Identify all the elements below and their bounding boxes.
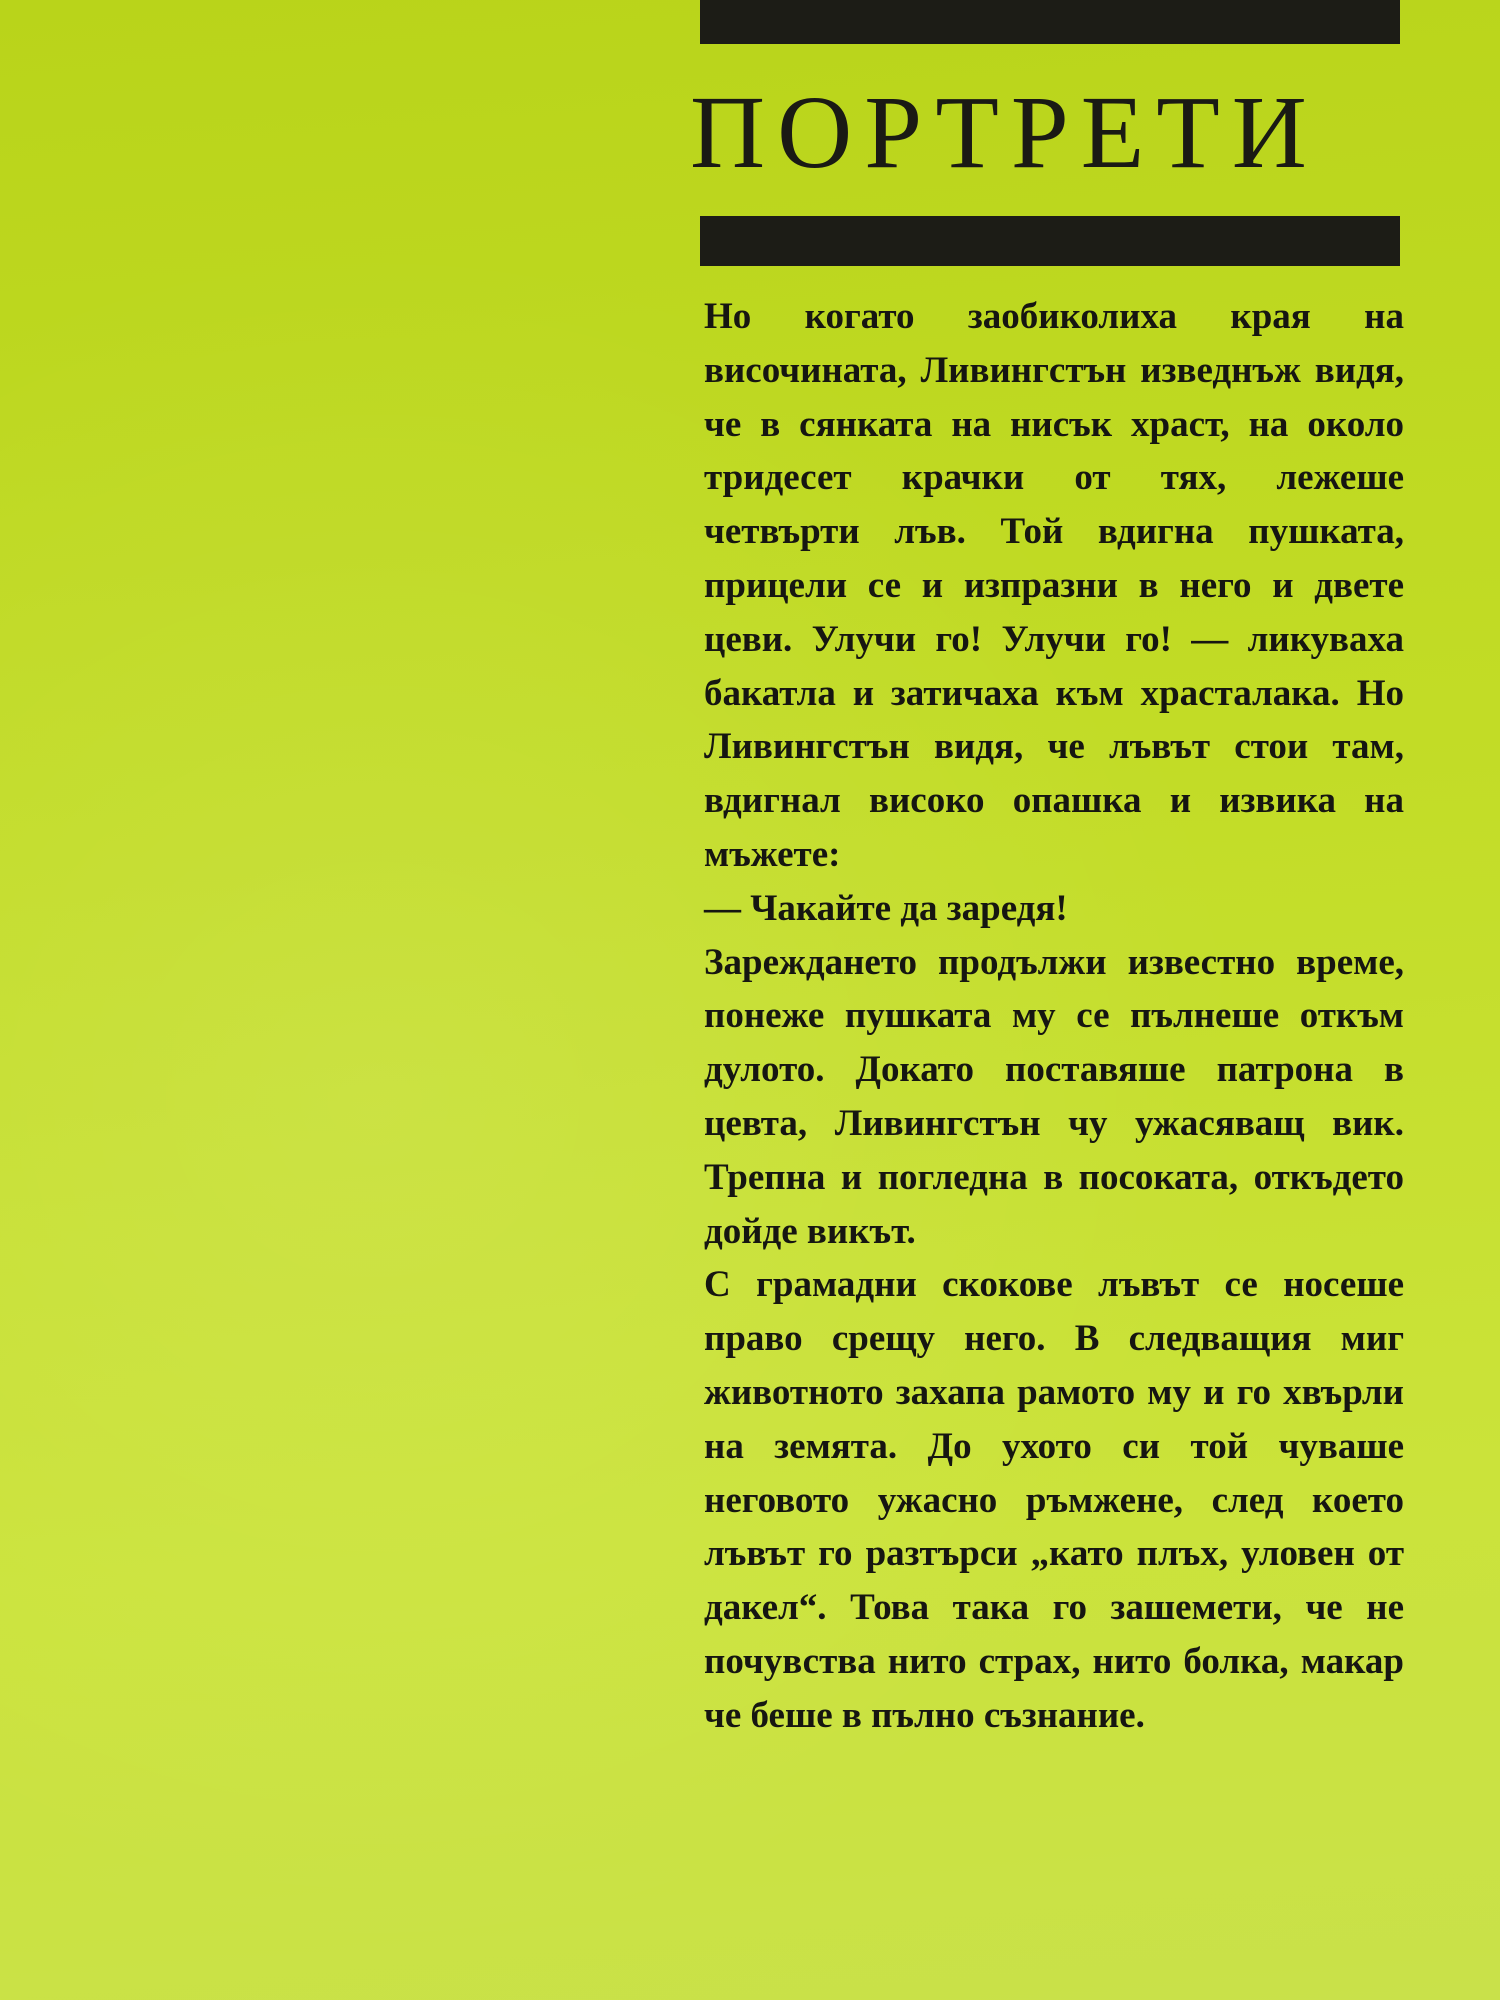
title-underline-bar (700, 216, 1400, 266)
blurb-paragraph: Зареждането продължи известно време, понеже пушката му се пълнеше откъм дулото. Докато поставяше патрона в цевта, Ливингстън чу ужасяващ вик. Трепна и погледна в посоката, откъдето дойде викът. (704, 941, 1404, 1252)
cover-blurb (704, 290, 1404, 1743)
blurb-paragraph: — Чакайте да заредя! (704, 887, 1068, 929)
top-black-bar (700, 0, 1400, 44)
blurb-paragraph: С грамадни скокове лъвът се носеше право срещу него. В следващия миг животното захапа рамото му и го хвърли на земята. До ухото си той чуваше неговото ужасно ръмжене, след което лъвът го разтърси „като плъх, уловен от дакел“. Това така го зашемети, че не почувства нито страх, нито болка, макар че беше в пълно съзнание. (704, 1264, 1404, 1736)
series-title: ПОРТРЕТИ (690, 75, 1319, 190)
blurb-paragraph: Но когато заобиколиха края на височината, Ливингстън изведнъж видя, че в сянката на нисък храст, на около тридесет крачки от тях, лежеше четвърти лъв. Той вдигна пушката, прицели се и изпразни в него и двете цеви. Улучи го! Улучи го! — ликуваха бакатла и затичаха към храсталака. Но Ливингстън видя, че лъвът стои там, вдигнал високо опашка и извика на мъжете: (704, 296, 1404, 875)
